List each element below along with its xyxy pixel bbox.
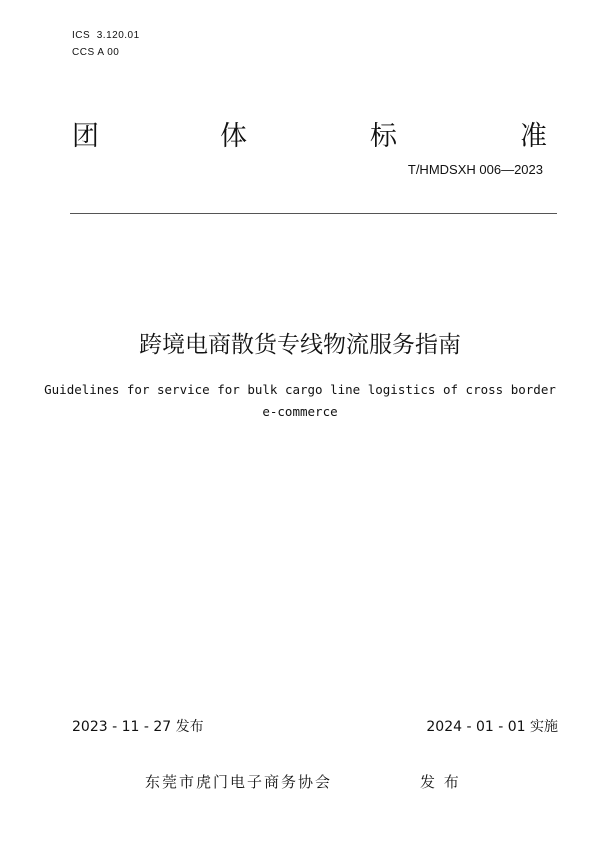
issue-date: 2023 - 11 - 27 发布 [72, 719, 204, 735]
effective-date: 2024 - 01 - 01 实施 [426, 719, 558, 735]
title-en-line1: Guidelines for service for bulk cargo line logistics of cross border [44, 382, 556, 397]
ccs-code: CCS A 00 [72, 47, 120, 58]
title-en-line2: e-commerce [262, 404, 338, 419]
publish-label: 发 布 [420, 773, 461, 791]
standard-type-char: 体 [220, 121, 247, 152]
title-zh: 跨境电商散货专线物流服务指南 [139, 332, 461, 358]
standard-type-char: 标 [370, 121, 397, 152]
divider [70, 213, 557, 214]
standard-type-char: 准 [520, 121, 547, 152]
standard-type-char: 团 [72, 121, 99, 152]
standard-code: T/HMDSXH 006—2023 [407, 162, 543, 177]
ics-code: ICS 3.120.01 [72, 30, 140, 41]
publisher: 东莞市虎门电子商务协会 [145, 773, 333, 791]
